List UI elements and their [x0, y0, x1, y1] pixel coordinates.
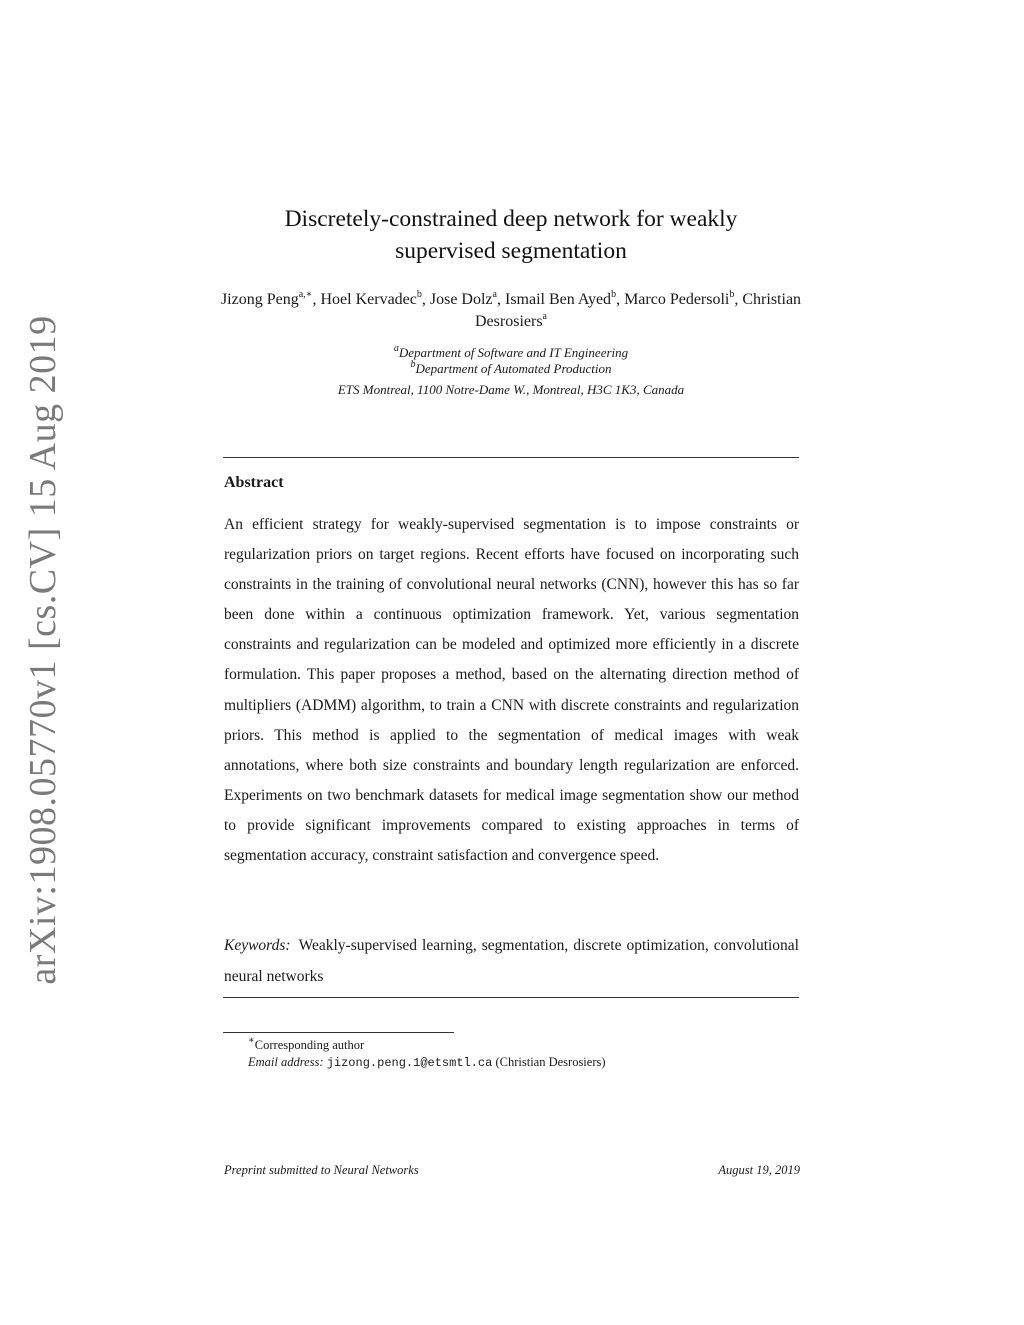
abstract-heading: Abstract [224, 474, 284, 491]
footer-journal: Preprint submitted to Neural Networks [224, 1163, 419, 1177]
footnote [248, 1034, 606, 1072]
author: Ismail Ben Ayed$^b$, [504, 288, 625, 308]
footer-date: August 19, 2019 [718, 1163, 800, 1177]
author-list [220, 289, 802, 333]
author: Marco Pedersoli$^b$, [624, 288, 743, 308]
paper-title [220, 203, 802, 267]
footnote-rule [223, 1032, 454, 1033]
title-line-2: supervised segmentation [395, 238, 627, 264]
abstract-body: An efficient strategy for weakly-supervised segmentation is to impose constraints or regularization priors on target regions. Recent efforts have focused on incorporating such constraints in the training of convolutional neural networks (CNN), however this has so far been done within a continuous optimization framework. Yet, various segmentation constraints and regularization can be modeled and optimized more efficiently in a discrete formulation. This paper proposes a method, based on the alternating direction method of multipliers (ADMM) algorithm, to train a CNN with discrete constraints and regularization priors. This method is applied to the segmentation of medical images with weak annotations, where both size constraints and boundary length regularization are enforced. Experiments on two benchmark datasets for medical image segmentation show our method to provide significant improvements compared to existing approaches in terms of segmentation accuracy, constraint satisfaction and convergence speed. [224, 516, 799, 865]
arxiv-stamp: arXiv:1908.05770v1 [cs.CV] 15 Aug 2019 [22, 315, 64, 985]
abstract-bottom-rule [223, 997, 799, 998]
footnote-corresponding: ∗Corresponding author [248, 1034, 365, 1052]
footnote-email-line: Email address: jizong.peng.1@etsmtl.ca (Christian Desrosiers) [248, 1055, 606, 1070]
keywords [224, 931, 799, 992]
keywords-text: Weakly-supervised learning, segmentation, discrete optimization, convolutional neural networks [224, 937, 799, 985]
email-link[interactable]: jizong.peng.1@etsmtl.ca [326, 1056, 493, 1070]
author: Jose Dolz$^a$, [429, 288, 505, 308]
keywords-label: Keywords: [224, 937, 291, 954]
affiliation-address: ETS Montreal, 1100 Notre-Dame W., Montreal, H3C 1K3, Canada [337, 382, 685, 397]
affiliation-a: $^a$Department of Software and IT Engineering [393, 342, 629, 360]
author: Hoel Kervadec$^b$, [320, 288, 430, 308]
author: Jizong Peng$^{a,∗}$, [220, 288, 321, 308]
author: Christian Desrosiers$^a$ [475, 291, 802, 330]
affiliation-b: $^b$Department of Automated Production [410, 358, 612, 376]
abstract-top-rule [223, 457, 799, 458]
title-line-1: Discretely-constrained deep network for weakly [284, 206, 738, 232]
